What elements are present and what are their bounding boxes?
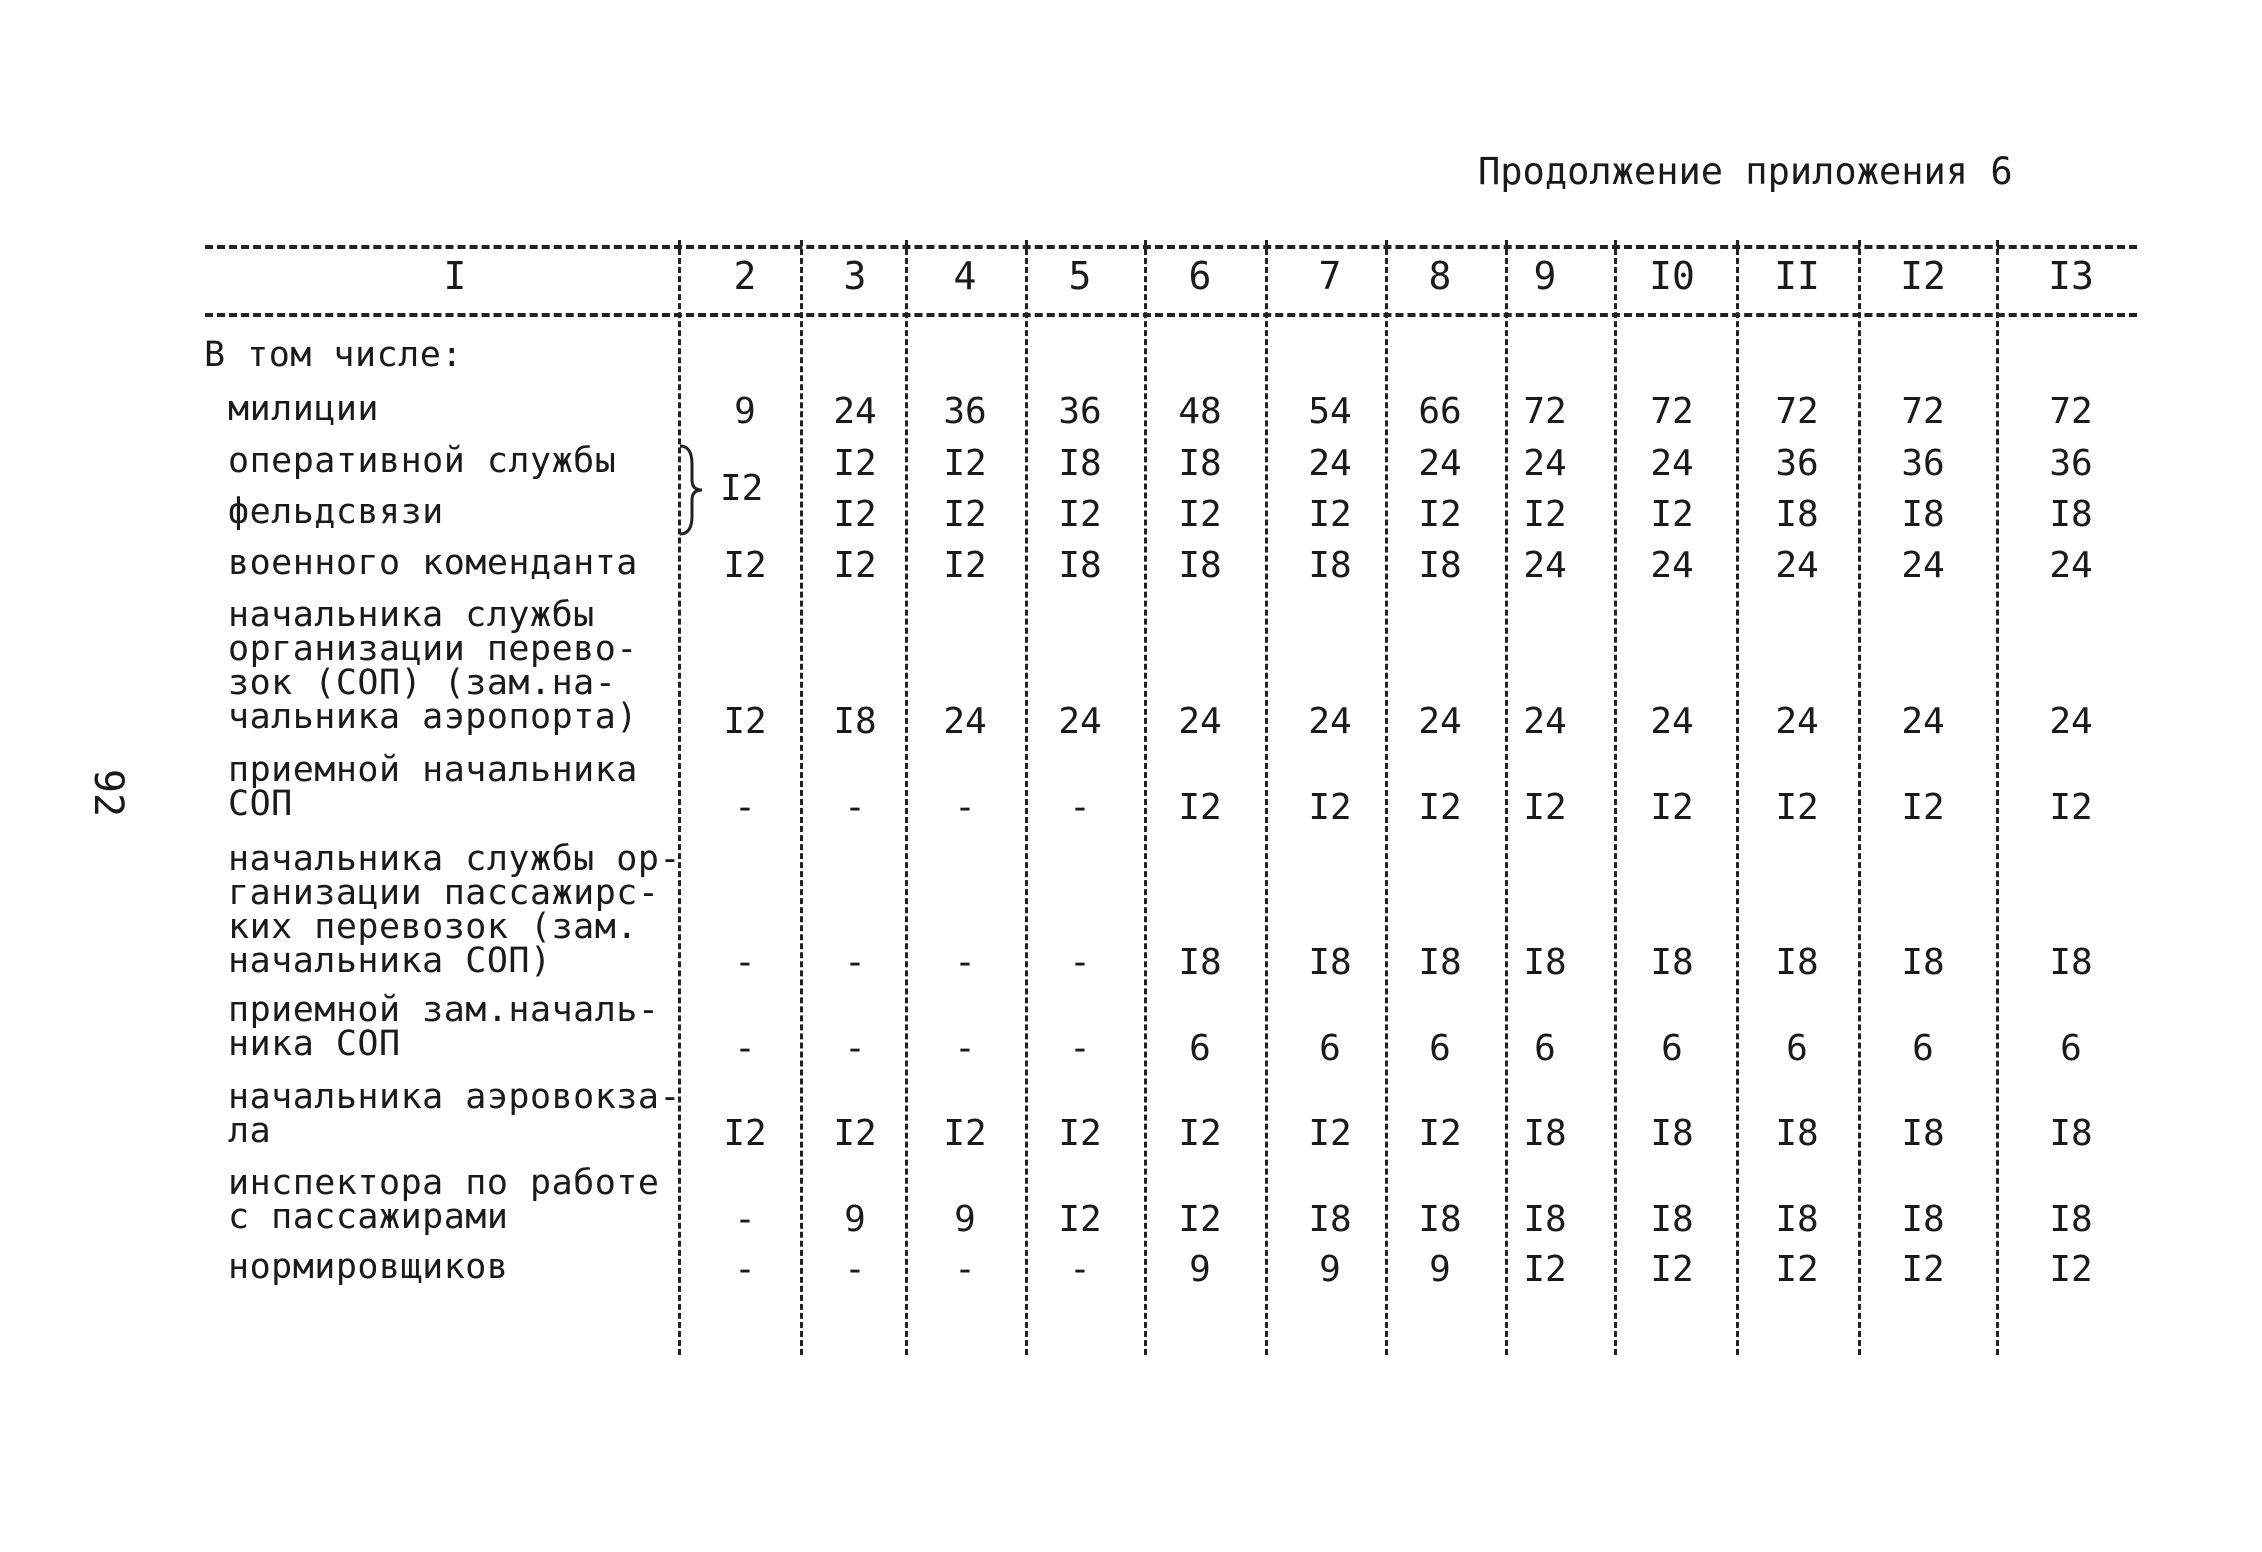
row-label [228,595,638,737]
table-cell: - [844,1249,866,1290]
table-cell: I8 [1308,942,1352,983]
table-cell: I2 [1523,787,1567,828]
header-rule [205,313,2137,317]
header-cell: 3 [843,254,867,298]
table-cell: I8 [1901,942,1945,983]
table-cell: I8 [1775,942,1819,983]
header-cell: 9 [1533,254,1557,298]
table-cell: - [1069,1028,1091,1069]
table-cell: I2 [1523,1249,1567,1290]
table-cell: 24 [2049,545,2093,586]
table-cell: - [954,942,976,983]
table-cell: I2 [943,494,987,535]
table-cell: I8 [1650,1113,1694,1154]
table-cell: - [844,942,866,983]
table-cell: 24 [1650,701,1694,742]
table-cell: I8 [1901,1199,1945,1240]
row-label-line: чальника аэропорта) [228,697,638,737]
table-cell: I2 [2049,787,2093,828]
table-cell: 72 [1901,391,1945,432]
row-label [228,1077,682,1151]
table-cell: I8 [1058,545,1102,586]
column-divider [800,240,803,1355]
table-cell: 24 [1650,545,1694,586]
table-cell: I2 [943,443,987,484]
column-divider [1858,240,1861,1355]
table-cell: 24 [1308,443,1352,484]
row-label-line: приемной зам.началь- [228,990,660,1030]
table-cell: I2 [1058,1113,1102,1154]
table-cell: - [734,1199,756,1240]
row-label-line: нормировщиков [228,1247,509,1287]
table-cell: I8 [1523,942,1567,983]
header-cell: 2 [733,254,757,298]
column-divider [1736,240,1739,1355]
row-label [228,441,617,481]
table-cell: I8 [833,701,877,742]
table-cell: 24 [1901,701,1945,742]
table-cell: 24 [943,701,987,742]
row-label-line: с пассажирами [228,1197,509,1237]
table-cell: I8 [1901,1113,1945,1154]
page-number: 92 [85,768,132,818]
table-cell: 24 [833,391,877,432]
intro-label: В том числе: [204,335,463,375]
table-cell: I2 [1308,494,1352,535]
row-label-line: приемной начальника [228,750,638,790]
table-cell: - [1069,942,1091,983]
table-cell: 72 [1523,391,1567,432]
table-cell: 24 [2049,701,2093,742]
table-cell: I2 [1901,787,1945,828]
column-divider [678,240,681,1355]
column-divider [1996,240,1999,1355]
table-cell: - [844,787,866,828]
table-cell: I2 [1058,1199,1102,1240]
row-label [228,839,682,981]
table-cell: I8 [1775,1113,1819,1154]
table-cell: 24 [1523,545,1567,586]
table-cell: 36 [943,391,987,432]
table-cell: I8 [1650,1199,1694,1240]
table-cell: 6 [1429,1028,1451,1069]
table-cell: I2 [833,443,877,484]
table-cell: I2 [1650,494,1694,535]
row-label-line: СОП [228,784,293,824]
table-cell: I2 [1775,787,1819,828]
table-cell: I2 [2049,1249,2093,1290]
row-label-line: инспектора по работе [228,1163,660,1203]
table-cell: 6 [1786,1028,1808,1069]
row-label [228,1163,660,1237]
row-label [228,1247,509,1287]
table-cell: I2 [833,545,877,586]
table-cell: I8 [1178,942,1222,983]
column-divider [1025,240,1028,1355]
table-cell: I8 [1308,545,1352,586]
header-cell: I2 [1900,254,1946,298]
table-cell: 24 [1901,545,1945,586]
table-cell: - [954,787,976,828]
table-cell: I2 [1901,1249,1945,1290]
row-label [228,389,380,429]
table-cell: I8 [2049,1199,2093,1240]
table-cell: I8 [1418,942,1462,983]
row-label-line: ганизации пассажирс- [228,873,660,913]
table-cell: 9 [1429,1249,1451,1290]
row-label-line: ника СОП [228,1024,401,1064]
top-rule [205,245,2137,249]
row-label [228,492,444,532]
table-cell: I8 [1650,942,1694,983]
table-cell: 9 [1319,1249,1341,1290]
row-label-line: военного коменданта [228,543,638,583]
table-cell: I8 [1418,545,1462,586]
header-cell: 7 [1318,254,1342,298]
row-label-line: милиции [228,389,380,429]
table-cell: I2 [943,545,987,586]
table-cell: 72 [1775,391,1819,432]
table-cell: 24 [1650,443,1694,484]
column-divider [1614,240,1617,1355]
table-cell: I8 [2049,494,2093,535]
column-divider [905,240,908,1355]
table-cell: 9 [844,1199,866,1240]
table-cell: I2 [1523,494,1567,535]
table-cell: - [734,1249,756,1290]
table-cell: I2 [723,701,767,742]
header-cell: I0 [1649,254,1695,298]
table-cell: 24 [1523,701,1567,742]
table-cell: - [954,1028,976,1069]
row-label [228,750,638,824]
row-label [228,990,660,1064]
table-cell: 24 [1523,443,1567,484]
row-label-line: ких перевозок (зам. [228,907,638,947]
row-label-line: начальника службы [228,595,595,635]
header-cell: 8 [1428,254,1452,298]
row-label-line: оперативной службы [228,441,617,481]
table-cell: I2 [1178,1199,1222,1240]
row-label-line: начальника СОП) [228,941,552,981]
table-cell: 24 [1308,701,1352,742]
table-cell: I2 [1650,1249,1694,1290]
table-cell: I8 [1178,545,1222,586]
table-cell: 6 [1661,1028,1683,1069]
table-cell: I2 [1650,787,1694,828]
row-label-line: ла [228,1111,272,1151]
merged-cell-value: I2 [720,468,764,509]
table-cell: I8 [1775,1199,1819,1240]
table-cell: - [734,942,756,983]
row-label-line: начальника службы ор- [228,839,682,879]
table-cell: 36 [2049,443,2093,484]
page-heading: Продолжение приложения 6 [1478,150,2013,193]
table-cell: I8 [2049,942,2093,983]
table-cell: 24 [1058,701,1102,742]
table-cell: 72 [2049,391,2093,432]
table-cell: - [734,1028,756,1069]
table-cell: - [954,1249,976,1290]
table-cell: 72 [1650,391,1694,432]
row-label-line: начальника аэровокза- [228,1077,682,1117]
table-cell: I8 [1523,1113,1567,1154]
table-cell: - [844,1028,866,1069]
row-label-line: фельдсвязи [228,492,444,532]
table-cell: I2 [1418,787,1462,828]
table-cell: 9 [954,1199,976,1240]
table-cell: 6 [2060,1028,2082,1069]
table-cell: I2 [833,494,877,535]
table-cell: I2 [723,545,767,586]
column-divider [1144,240,1147,1355]
table-cell: I8 [1308,1199,1352,1240]
table-cell: 36 [1775,443,1819,484]
table-cell: I2 [723,1113,767,1154]
header-cell: II [1774,254,1820,298]
table-cell: I8 [1178,443,1222,484]
table-cell: I2 [1775,1249,1819,1290]
table-cell: 24 [1418,701,1462,742]
table-cell: I2 [1308,1113,1352,1154]
table-cell: I2 [1178,1113,1222,1154]
table-cell: I8 [1775,494,1819,535]
table-cell: I8 [1058,443,1102,484]
table-cell: I2 [943,1113,987,1154]
table-cell: 6 [1912,1028,1934,1069]
header-cell: I3 [2048,254,2094,298]
table-cell: 66 [1418,391,1462,432]
table-cell: 9 [1189,1249,1211,1290]
table-cell: - [734,787,756,828]
table-cell: 6 [1319,1028,1341,1069]
table-cell: - [1069,1249,1091,1290]
table-cell: 36 [1058,391,1102,432]
table-cell: I8 [1523,1199,1567,1240]
table-cell: 6 [1189,1028,1211,1069]
table-cell: 6 [1534,1028,1556,1069]
table-cell: - [1069,787,1091,828]
column-divider [1385,240,1388,1355]
table-cell: 36 [1901,443,1945,484]
table-cell: 9 [734,391,756,432]
row-label-line: зок (СОП) (зам.на- [228,663,617,703]
header-cell: I [443,254,467,298]
header-cell: 6 [1188,254,1212,298]
table-cell: I2 [1178,787,1222,828]
table-cell: I2 [1178,494,1222,535]
table-cell: 24 [1775,545,1819,586]
table-cell: 24 [1178,701,1222,742]
table-cell: I8 [2049,1113,2093,1154]
row-label [228,543,638,583]
header-cell: 5 [1068,254,1092,298]
table-cell: 24 [1775,701,1819,742]
table-cell: 48 [1178,391,1222,432]
table-cell: I2 [833,1113,877,1154]
row-label-line: организации перево- [228,629,638,669]
table-cell: I2 [1058,494,1102,535]
table-cell: I8 [1901,494,1945,535]
table-cell: 24 [1418,443,1462,484]
table-cell: I2 [1418,1113,1462,1154]
table-cell: I8 [1418,1199,1462,1240]
header-cell: 4 [953,254,977,298]
table-cell: I2 [1308,787,1352,828]
table-cell: I2 [1418,494,1462,535]
table-cell: 54 [1308,391,1352,432]
column-divider [1265,240,1268,1355]
